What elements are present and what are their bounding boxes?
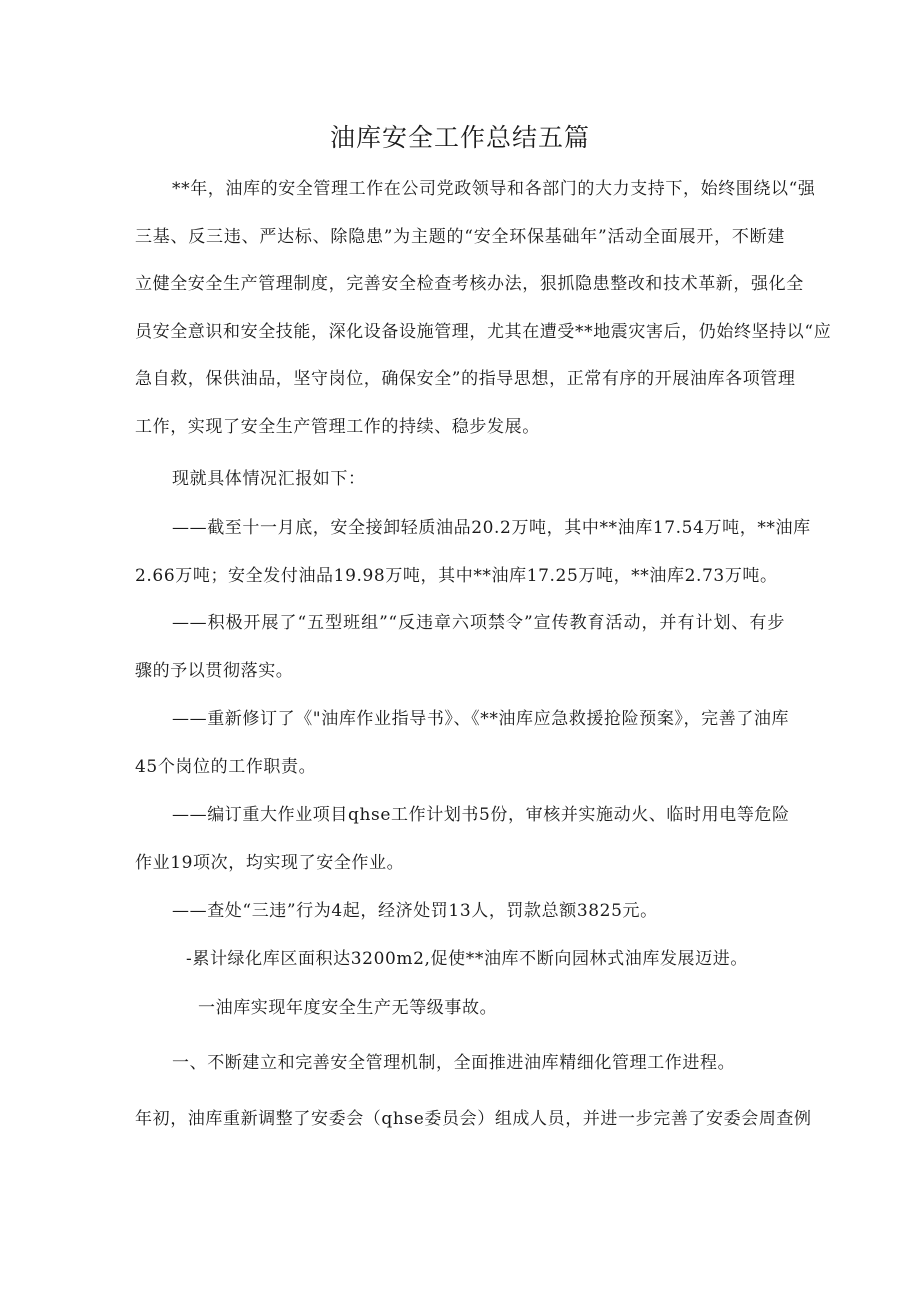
section-body-line: 年初，油库重新调整了安委会（qhse委员会）组成人员，并进一步完善了安委会周查例: [135, 1109, 812, 1129]
intro-line: 急自救，保供油品，坚守岗位，确保安全”的指导思想，正常有序的开展油库各项管理: [135, 369, 796, 389]
item-line: -累计绿化库区面积达3200m2,促使**油库不断向园林式油库发展迈进。: [186, 949, 748, 969]
intro-line: 工作，实现了安全生产管理工作的持续、稳步发展。: [135, 417, 540, 437]
item-line: ——编订重大作业项目qhse工作计划书5份，审核并实施动火、临时用电等危险: [172, 805, 790, 825]
item-line: ——重新修订了《"油库作业指导书》、《**油库应急救援抢险预案》，完善了油库: [172, 709, 790, 729]
intro-line: 员安全意识和安全技能，深化设备设施管理，尤其在遭受**地震灾害后，仍始终坚持以“应: [135, 322, 832, 342]
item-line: 2.66万吨；安全发付油品19.98万吨，其中**油库17.25万吨，**油库2.73万吨。: [135, 566, 778, 586]
item-line: ——查处“三违”行为4起，经济处罚13人，罚款总额3825元。: [172, 901, 658, 921]
item-line: 45个岗位的工作职责。: [135, 757, 317, 777]
intro-line: 三基、反三违、严达标、除隐患”为主题的“安全环保基础年”活动全面展开，不断建: [135, 227, 785, 247]
item-line: 作业19项次，均实现了安全作业。: [135, 853, 405, 873]
document-title: 油库安全工作总结五篇: [329, 123, 590, 152]
item-line: 骤的予以贯彻落实。: [135, 661, 294, 681]
item-line: ——截至十一月底，安全接卸轻质油品20.2万吨，其中**油库17.54万吨，**油库: [172, 518, 811, 538]
item-line: 一油库实现年度安全生产无等级事故。: [198, 998, 498, 1018]
intro-line: 立健全安全生产管理制度，完善安全检查考核办法，狠抓隐患整改和技术革新，强化全: [135, 274, 804, 294]
item-line: ——积极开展了“五型班组”“反违章六项禁令”宣传教育活动，并有计划、有步: [172, 613, 785, 633]
section-heading: 一、不断建立和完善安全管理机制，全面推进油库精细化管理工作进程。: [172, 1053, 736, 1073]
intro-line: **年，油库的安全管理工作在公司党政领导和各部门的大力支持下，始终围绕以“强: [172, 179, 816, 199]
report-intro: 现就具体情况汇报如下：: [172, 469, 366, 489]
